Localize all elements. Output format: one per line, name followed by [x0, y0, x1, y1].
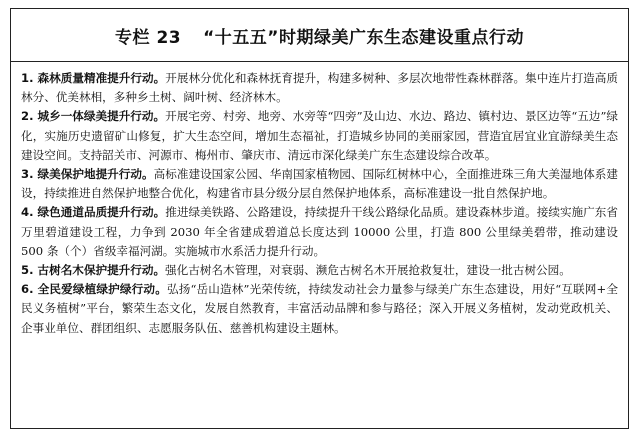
action-item-heading: 5. 古树名木保护提升行动。: [21, 263, 166, 278]
action-item-heading: 1. 森林质量精准提升行动。: [21, 71, 166, 85]
action-item-body: 弘扬“岳山造林”光荣传统，持续发动社会力量参与绿美广东生态建设，用好“互联网+全民义务植树”平台，繁荣生态文化，发展自然教育，丰富活动品牌和参与路径；深入开展义务植树，发动党政机关、企事业单位、群团组织、志愿服务队伍、慈善机构建设主题林。: [21, 282, 619, 335]
action-item-body: 强化古树名木管理，对衰弱、濒危古树名木开展抢救复壮，建设一批古树公园。: [165, 263, 571, 278]
action-item-heading: 4. 绿色通道品质提升行动。: [21, 205, 166, 220]
box-title-bar: [11, 9, 628, 62]
box-title: “十五五”时期绿美广东生态建设重点行动: [203, 27, 524, 48]
action-item-heading: 3. 绿美保护地提升行动。: [21, 167, 154, 182]
box-label: 专栏 23: [115, 27, 182, 48]
action-item-body: 高标准建设国家公园、华南国家植物园、国际红树林中心，全面推进珠三角大美湿地体系建设，持续推进自然保护地整合优化，构建省市县分级分层自然保护地体系，高标准建设一批自然保护地。: [21, 167, 618, 201]
action-item-heading: 2. 城乡一体绿美提升行动。: [21, 109, 166, 124]
action-item-body: 开展宅旁、村旁、地旁、水旁等“四旁”及山边、水边、路边、镇村边、景区边等“五边”绿化，实施历史遗留矿山修复，扩大生态空间，增加生态福祉，打造城乡协同的美丽家园，营造宜居宜业宜游绿美生态建设空间。支持韶关市、河源市、梅州市、肇庆市、清远市深化绿美广东生态建设综合改革。: [21, 109, 618, 162]
column-box: [10, 8, 629, 429]
action-item-6: [21, 280, 618, 338]
action-item-body: 推进绿美铁路、公路建设，持续提升干线公路绿化品质。建设森林步道。接续实施广东省万里碧道建设工程，力争到 2030 年全省建成碧道总长度达到 10000 公里，打造 800 公里绿美碧带，推动建设 500 条（个）省级幸福河湖。实施城市水系活力提升行动。: [21, 205, 618, 258]
action-item-body: 开展林分优化和森林抚育提升，构建多树种、多层次地带性森林群落。集中连片打造高质林分、优美林相，多种乡土树、阔叶树、经济林木。: [21, 71, 618, 105]
box-content: [11, 62, 628, 338]
action-item-1: [21, 69, 618, 107]
action-item-2: [21, 107, 618, 165]
action-item-5: [21, 261, 618, 280]
action-item-3: [21, 165, 618, 203]
action-item-heading: 6. 全民爱绿植绿护绿行动。: [21, 282, 167, 297]
action-item-4: [21, 203, 618, 261]
